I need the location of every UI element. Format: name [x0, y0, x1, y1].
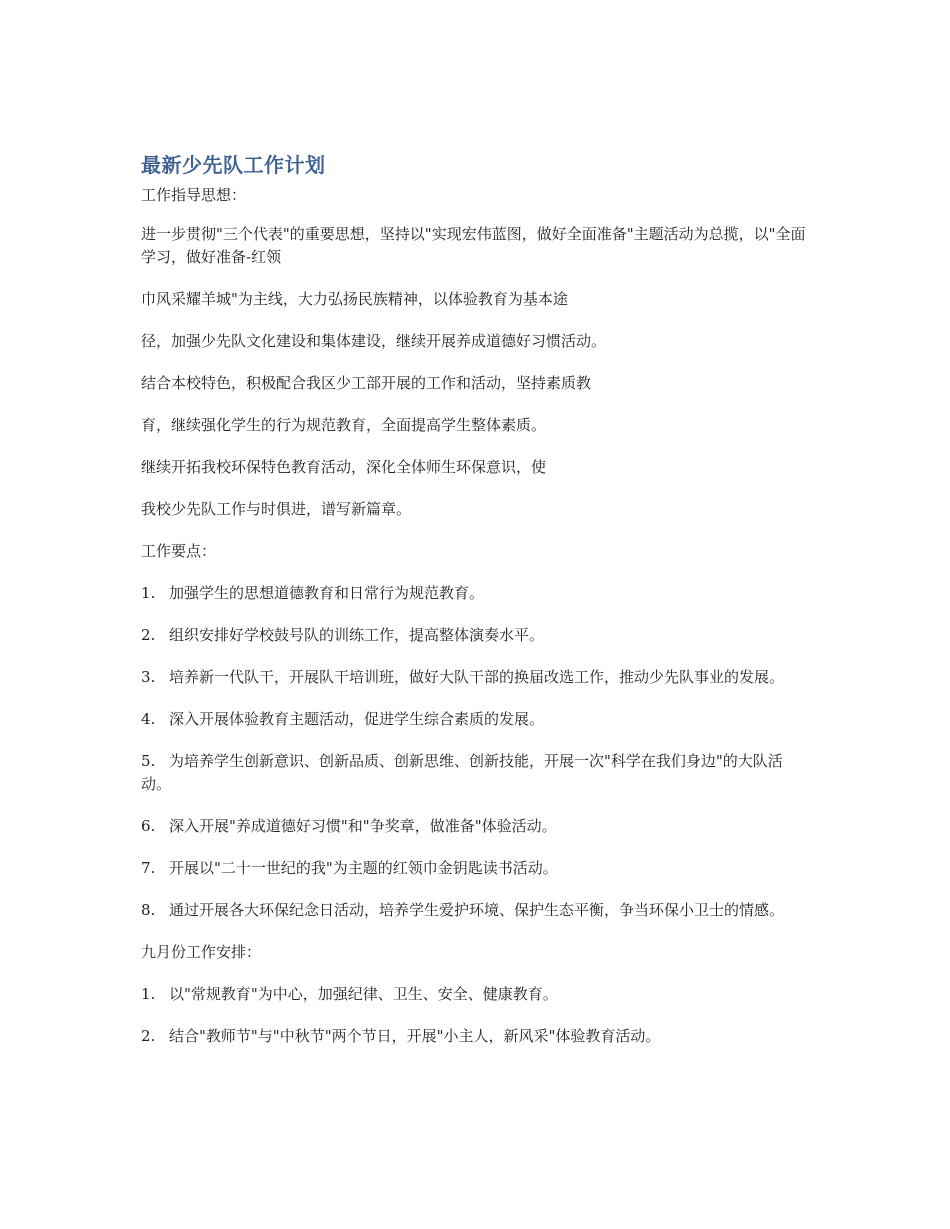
- list-item-number: 7.: [141, 859, 156, 877]
- list-item: [141, 1025, 806, 1048]
- document-page: [141, 150, 806, 1067]
- paragraph-guiding-heading: 工作指导思想：: [141, 186, 247, 204]
- list-item-number: 5.: [141, 752, 156, 770]
- list-item: [141, 750, 806, 796]
- paragraph: 继续开拓我校环保特色教育活动，深化全体师生环保意识，使: [141, 458, 547, 476]
- paragraph-key-points-heading: 工作要点：: [141, 542, 217, 560]
- document-title: 最新少先队工作计划: [141, 153, 326, 177]
- paragraph-september-heading: 九月份工作安排：: [141, 943, 262, 961]
- list-item: [141, 983, 806, 1006]
- paragraph: 径，加强少先队文化建设和集体建设，继续开展养成道德好习惯活动。: [141, 332, 607, 350]
- list-item: [141, 624, 806, 647]
- list-item-number: 3.: [141, 668, 156, 686]
- list-item: [141, 582, 806, 605]
- list-item-number: 2.: [141, 1027, 156, 1045]
- list-item: [141, 857, 806, 880]
- list-item-number: 8.: [141, 901, 156, 919]
- list-item-text: 加强学生的思想道德教育和日常行为规范教育。: [169, 584, 485, 602]
- list-item-text: 以"常规教育"为中心，加强纪律、卫生、安全、健康教育。: [169, 985, 558, 1003]
- paragraph: 巾风采耀羊城"为主线，大力弘扬民族精神，以体验教育为基本途: [141, 290, 568, 308]
- list-item-number: 4.: [141, 710, 156, 728]
- list-item-text: 开展以"二十一世纪的我"为主题的红领巾金钥匙读书活动。: [169, 859, 558, 877]
- paragraph: 进一步贯彻"三个代表"的重要思想，坚持以"实现宏伟蓝图，做好全面准备"主题活动为总揽，以"全面学习，做好准备-红领: [141, 225, 806, 266]
- list-item-number: 1.: [141, 985, 156, 1003]
- list-item: [141, 899, 806, 922]
- paragraph: 育，继续强化学生的行为规范教育，全面提高学生整体素质。: [141, 416, 547, 434]
- list-item-text: 培养新一代队干，开展队干培训班，做好大队干部的换届改选工作，推动少先队事业的发展。: [169, 668, 785, 686]
- paragraph: 我校少先队工作与时俱进，谱写新篇章。: [141, 500, 412, 518]
- paragraph: 结合本校特色，积极配合我区少工部开展的工作和活动，坚持素质教: [141, 374, 592, 392]
- list-item: [141, 666, 806, 689]
- list-item-text: 结合"教师节"与"中秋节"两个节日，开展"小主人，新风采"体验教育活动。: [169, 1027, 661, 1045]
- list-item: [141, 815, 806, 838]
- list-item-text: 通过开展各大环保纪念日活动，培养学生爱护环境、保护生态平衡，争当环保小卫士的情感。: [169, 901, 785, 919]
- list-item-number: 1.: [141, 584, 156, 602]
- list-item-text: 为培养学生创新意识、创新品质、创新思维、创新技能，开展一次"科学在我们身边"的大队活动。: [141, 752, 783, 793]
- list-item-number: 6.: [141, 817, 156, 835]
- list-item-text: 深入开展体验教育主题活动，促进学生综合素质的发展。: [169, 710, 545, 728]
- list-item: [141, 708, 806, 731]
- list-item-number: 2.: [141, 626, 156, 644]
- list-item-text: 组织安排好学校鼓号队的训练工作，提高整体演奏水平。: [169, 626, 545, 644]
- list-item-text: 深入开展"养成道德好习惯"和"争奖章，做准备"体验活动。: [169, 817, 557, 835]
